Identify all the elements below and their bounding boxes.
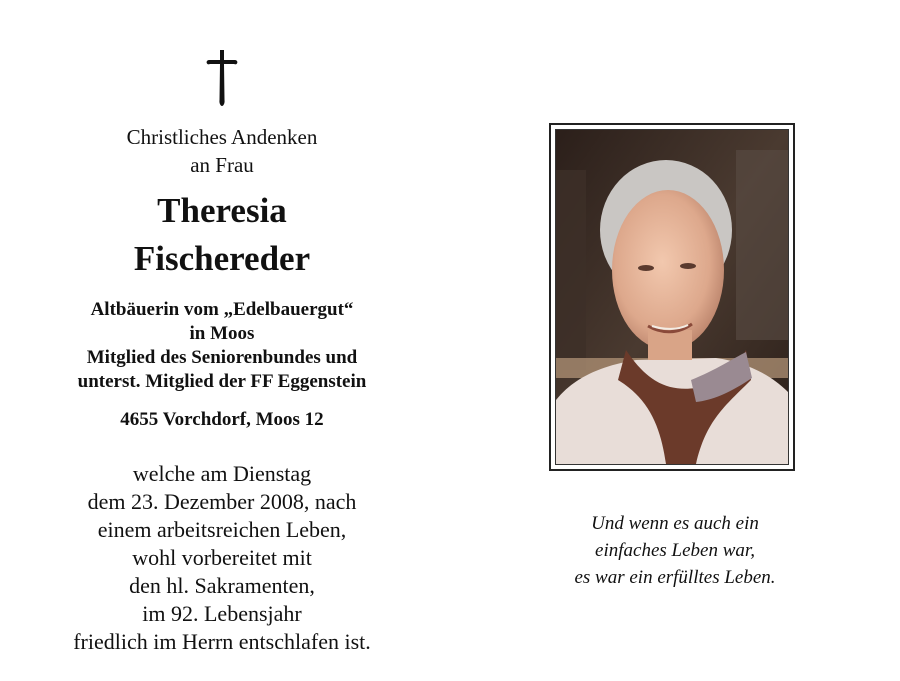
quote-line-1: Und wenn es auch ein <box>591 513 759 534</box>
last-name: Fischereder <box>133 239 311 278</box>
address: 4655 Vorchdorf, Moos 12 <box>120 409 324 430</box>
first-name: Theresia <box>157 191 287 230</box>
text-line-5: den hl. Sakramenten, <box>129 573 315 598</box>
cross-icon <box>204 48 240 108</box>
portrait-photo <box>555 129 789 465</box>
detail-line-1: Altbäuerin vom „Edelbauergut“ <box>90 299 354 320</box>
detail-line-4: unterst. Mitglied der FF Eggenstein <box>77 371 367 392</box>
memorial-subheading: an Frau <box>190 153 254 177</box>
quote-line-2: einfaches Leben war, <box>595 540 755 561</box>
text-line-7: friedlich im Herrn entschlafen ist. <box>73 629 371 654</box>
detail-line-3: Mitglied des Seniorenbundes und <box>86 347 358 368</box>
text-line-4: wohl vorbereitet mit <box>132 545 312 570</box>
detail-line-2: in Moos <box>189 323 255 344</box>
quote-line-3: es war ein erfülltes Leben. <box>574 567 776 588</box>
text-line-2: dem 23. Dezember 2008, nach <box>87 489 357 514</box>
memorial-heading: Christliches Andenken <box>126 125 318 149</box>
text-line-6: im 92. Lebensjahr <box>142 601 302 626</box>
portrait-image <box>556 130 788 464</box>
portrait-frame <box>549 123 795 471</box>
text-line-3: einem arbeitsreichen Leben, <box>97 517 347 542</box>
text-line-1: welche am Dienstag <box>132 461 312 486</box>
